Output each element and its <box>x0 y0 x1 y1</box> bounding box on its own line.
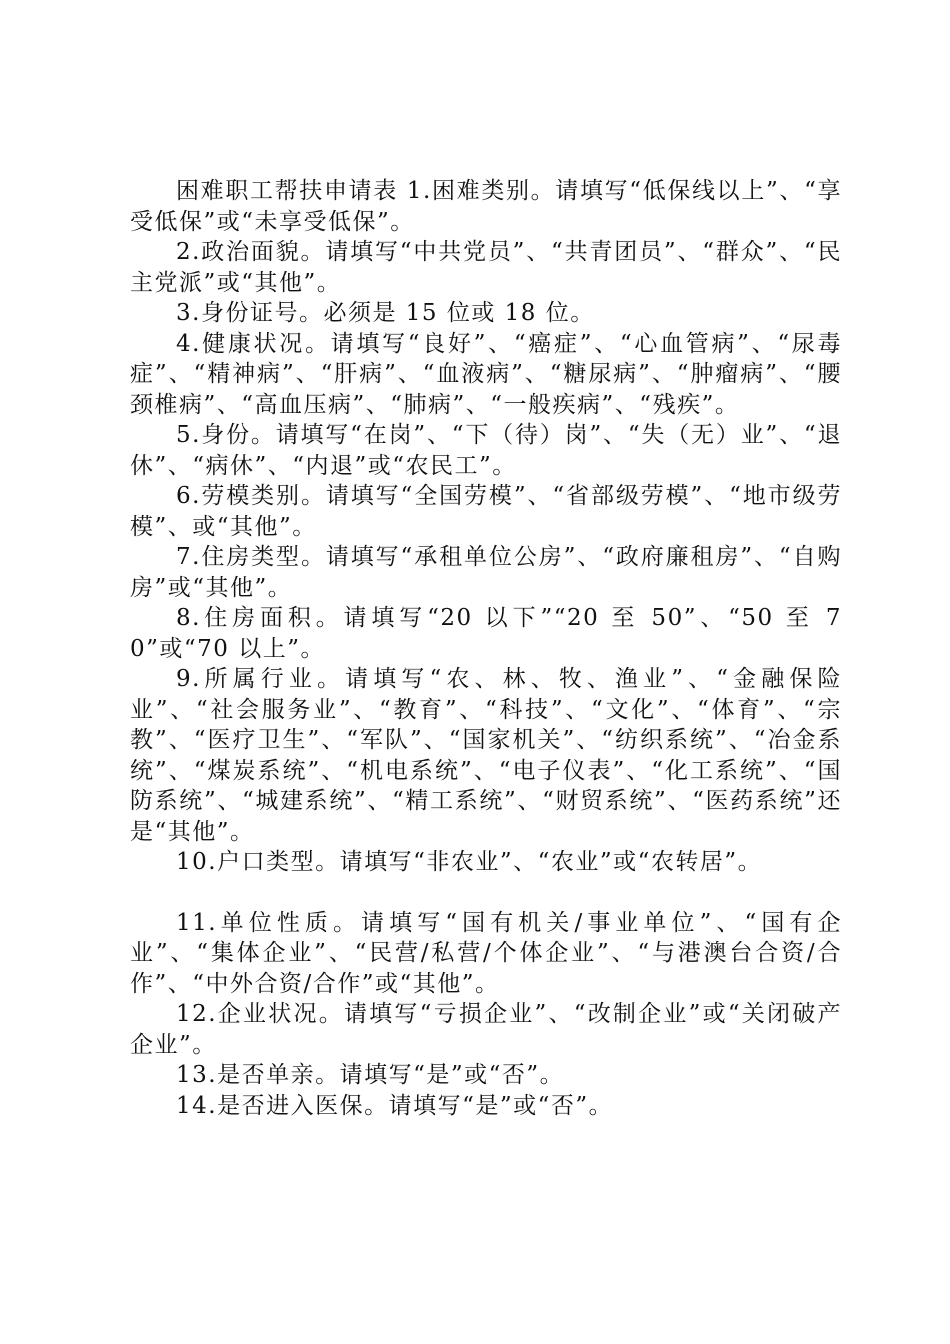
paragraph-item-9: 9.所属行业。请填写“农、林、牧、渔业”、“金融保险业”、“社会服务业”、“教育”、“科技”、“文化”、“体育”、“宗教”、“医疗卫生”、“军队”、“国家机关”、“纺织系统”、“冶金系统”、“煤炭系统”、“机电系统”、“电子仪表”、“化工系统”、“国防系统”、“城建系统”、“精工系统”、“财贸系统”、“医药系统”还是“其他”。 <box>130 666 842 845</box>
paragraph-item-4: 4.健康状况。请填写“良好”、“癌症”、“心血管病”、“尿毒症”、“精神病”、“肝病”、“血液病”、“糖尿病”、“肿瘤病”、“腰颈椎病”、“高血压病”、“肺病”、“一般疾病”、“残疾”。 <box>130 330 842 418</box>
paragraph-item-12: 12.企业状况。请填写“亏损企业”、“改制企业”或“关闭破产企业”。 <box>130 1001 842 1058</box>
paragraph-item-11: 11.单位性质。请填写“国有机关/事业单位”、“国有企业”、“集体企业”、“民营/私营/个体企业”、“与港澳台合资/合作”、“中外合资/合作”或“其他”。 <box>130 909 843 997</box>
paragraph-item-6: 6.劳模类别。请填写“全国劳模”、“省部级劳模”、“地市级劳模”、或“其他”。 <box>130 483 842 540</box>
paragraph-item-10: 10.户口类型。请填写“非农业”、“农业”或“农转居”。 <box>176 849 763 875</box>
paragraph-item-13: 13.是否单亲。请填写“是”或“否”。 <box>176 1062 565 1088</box>
paragraph-item-7: 7.住房类型。请填写“承租单位公房”、“政府廉租房”、“自购房”或“其他”。 <box>130 544 842 601</box>
document-body <box>130 176 842 1121</box>
paragraph-title-and-item-1: 困难职工帮扶申请表 1.困难类别。请填写“低保线以上”、“享受低保”或“未享受低保”。 <box>130 178 842 235</box>
paragraph-item-8: 8.住房面积。请填写“20 以下”“20 至 50”、“50 至 70”或“70 以上”。 <box>130 605 842 662</box>
paragraph-item-3: 3.身份证号。必须是 15 位或 18 位。 <box>176 300 595 326</box>
paragraph-item-2: 2.政治面貌。请填写“中共党员”、“共青团员”、“群众”、“民主党派”或“其他”。 <box>130 239 842 296</box>
paragraph-item-5: 5.身份。请填写“在岗”、“下（待）岗”、“失（无）业”、“退休”、“病休”、“内退”或“农民工”。 <box>130 422 842 479</box>
paragraph-item-14: 14.是否进入医保。请填写“是”或“否”。 <box>176 1092 614 1119</box>
